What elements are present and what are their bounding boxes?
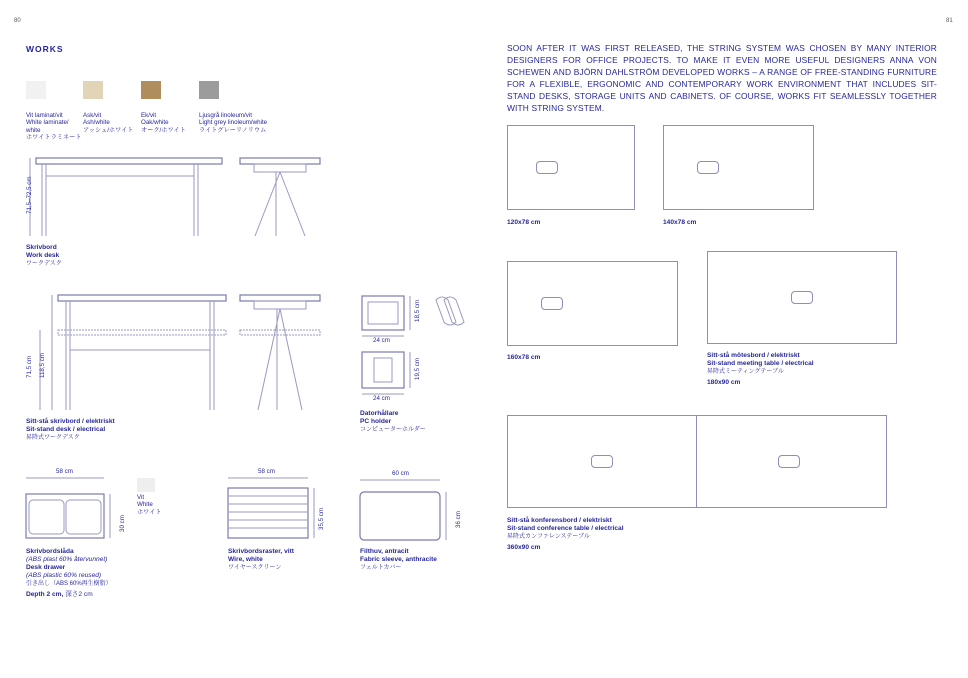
desk-drawer-en: Desk drawer — [26, 564, 66, 571]
sit-stand-desk-sv: Sitt-stå skrivbord / elektriskt — [26, 418, 115, 425]
pc-holder-sv: Datorhållare — [360, 410, 399, 417]
intro-paragraph: SOON AFTER IT WAS FIRST RELEASED, THE STRING SYSTEM WAS CHOSEN BY MANY INTERIOR DESIGNERS FOR OFFICE PROJECTS. TO MAKE IT EVEN MORE USEFUL DESIGNERS ANNA VON SCHEWEN AND BJÖRN DAHLSTRÖM DEVELOPED WORKS – A RANGE OF FREE-STANDING FURNITURE FOR A FLEXIBLE, ERGONOMIC AND CONTEMPORARY WORK ENVIRONMENT THAT INCLUDES SIT-STAND DESKS, STORAGE UNITS AND CABINETS. OF COURSE, WORKS FIT SEAMLESSLY TOGETHER WITH STRING SYSTEM. — [507, 43, 937, 113]
table-360-caption — [507, 517, 624, 552]
sit-stand-height-high: 118,5 cm — [39, 353, 46, 378]
pc-holder-height-b: 19,5 cm — [414, 357, 421, 380]
wire-rack-en: Wire, white — [228, 556, 263, 563]
swatch-label-sv: Ek/vit — [141, 112, 157, 119]
table-120-size: 120x78 cm — [507, 219, 541, 226]
fabric-sleeve-sv: Filthuv, antracit — [360, 548, 409, 555]
table-160-size: 160x78 cm — [507, 354, 541, 361]
fabric-sleeve-height: 36 cm — [455, 511, 462, 528]
table-180-jp: 昇降式ミーティングテーブル — [707, 369, 784, 375]
cable-cutout — [536, 161, 558, 174]
desk-drawer-width: 58 cm — [56, 468, 73, 475]
sit-stand-height-low: 71,5 cm — [26, 355, 33, 378]
table-360-jp: 昇降式カンファレンステーブル — [507, 534, 590, 540]
table-180-sv: Sitt-stå mötesbord / elektriskt — [707, 352, 800, 359]
swatch-label-en-2: white — [26, 126, 41, 134]
pc-holder-jp: コンピューターホルダー — [360, 427, 426, 433]
cable-cutout — [791, 291, 813, 304]
swatch-label-jp: オーク/ホワイト — [141, 126, 186, 134]
swatch-label-sv: Vit laminat/vit — [26, 112, 63, 119]
swatch-label-jp: ホワイトラミネート — [26, 133, 82, 141]
table-360-size: 360x90 cm — [507, 544, 541, 551]
wire-rack-jp: ワイヤースクリーン — [228, 565, 282, 571]
desk-drawer-depth-value: Depth 2 cm, — [26, 591, 64, 598]
table-360-divider — [696, 416, 697, 507]
fabric-sleeve-width: 60 cm — [392, 470, 409, 477]
swatch-label-jp: ホワイト — [137, 508, 162, 516]
swatch-label-en: Light grey linoleum/white — [199, 119, 268, 127]
swatch-label-sv: Ljusgrå linoleum/vit — [199, 112, 252, 119]
work-desk-height-label: 71,5–72,5 cm — [26, 176, 33, 214]
desk-drawer-depth-jp: 深さ2 cm — [63, 591, 93, 598]
page-number-left: 80 — [14, 18, 21, 24]
fabric-sleeve-jp: フェルトカバー — [360, 565, 402, 571]
table-180-en: Sit-stand meeting table / electrical — [707, 360, 814, 367]
desk-drawer-jp: 引き出し（ABS 60%再生樹脂） — [26, 581, 112, 587]
sit-stand-desk-en: Sit-stand desk / electrical — [26, 426, 106, 433]
section-title: WORKS — [26, 44, 64, 54]
desk-drawer-en-note: (ABS plastic 60% reused) — [26, 572, 102, 579]
swatch-label-en: Oak/white — [141, 119, 169, 127]
desk-drawer-sv: Skrivbordslåda — [26, 548, 74, 555]
cable-cutout — [591, 455, 613, 468]
table-360-en: Sit-stand conference table / electrical — [507, 525, 624, 532]
work-desk-jp: ワークデスク — [26, 261, 62, 267]
wire-rack-width: 58 cm — [258, 468, 275, 475]
pc-holder-width-b: 24 cm — [373, 395, 390, 402]
desk-drawer-height: 30 cm — [119, 515, 126, 532]
swatch-label-sv: Ask/vit — [83, 112, 102, 119]
wire-rack-height: 35,5 cm — [318, 507, 325, 530]
page-number-right: 81 — [946, 18, 953, 24]
table-360-plan — [507, 415, 887, 508]
fabric-sleeve-caption — [360, 548, 437, 572]
swatch-label-en: Ash/white — [83, 119, 110, 127]
table-360-sv: Sitt-stå konferensbord / elektriskt — [507, 517, 612, 524]
desk-drawer-sv-note: (ABS plast 60% återvunnet) — [26, 556, 108, 563]
swatch-label-en: White laminate/ — [26, 119, 69, 127]
table-140-size: 140x78 cm — [663, 219, 697, 226]
work-desk-en: Work desk — [26, 252, 60, 259]
wire-rack-sv: Skrivbordsraster, vitt — [228, 548, 294, 555]
pc-holder-width-a: 24 cm — [373, 337, 390, 344]
sit-stand-desk-jp: 昇降式ワークデスク — [26, 435, 80, 441]
work-desk-sv: Skrivbord — [26, 244, 57, 251]
swatch-label-sv: Vit — [137, 494, 145, 501]
table-180-plan — [707, 251, 897, 344]
cable-cutout — [541, 297, 563, 310]
cable-cutout — [697, 161, 719, 174]
pc-holder-height-a: 18,5 cm — [414, 299, 421, 322]
swatch-label-en: White — [137, 501, 153, 509]
swatch-label-jp: アッシュ/ホワイト — [83, 126, 134, 134]
pc-holder-en: PC holder — [360, 418, 392, 425]
table-160-plan — [507, 261, 678, 346]
table-180-size: 180x90 cm — [707, 379, 741, 386]
swatch-label-jp: ライトグレーリノリウム — [199, 126, 267, 134]
table-180-caption — [707, 352, 814, 387]
fabric-sleeve-en: Fabric sleeve, anthracite — [360, 556, 437, 563]
table-140-plan — [663, 125, 814, 210]
table-120-plan — [507, 125, 635, 210]
cable-cutout — [778, 455, 800, 468]
